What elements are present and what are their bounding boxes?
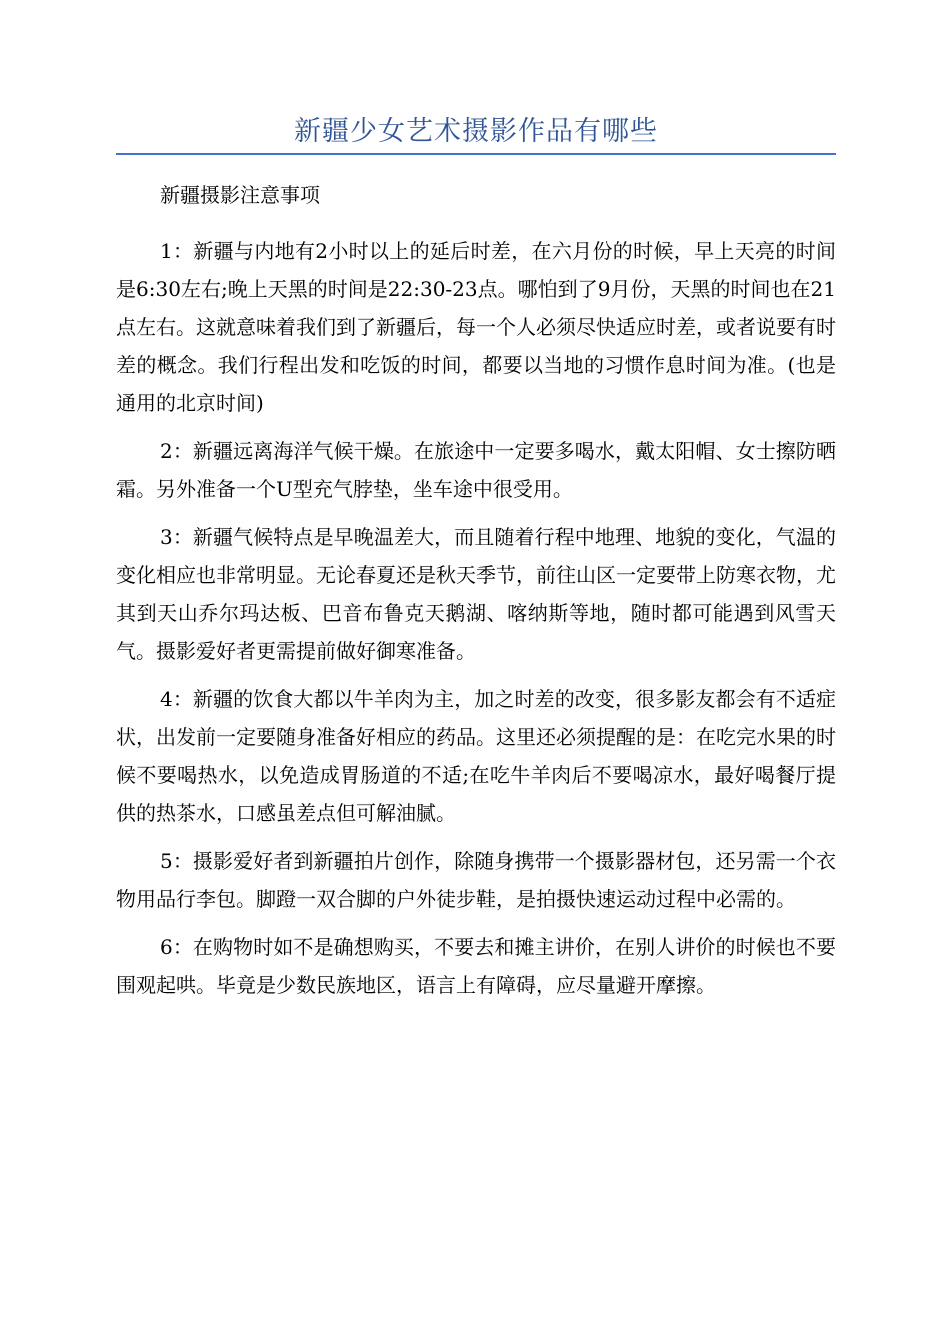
title-underline	[116, 153, 836, 155]
paragraph-3: 3：新疆气候特点是早晚温差大，而且随着行程中地理、地貌的变化，气温的变化相应也非常明显。无论春夏还是秋天季节，前往山区一定要带上防寒衣物，尤其到天山乔尔玛达板、巴音布鲁克天鹅湖、喀纳斯等地，随时都可能遇到风雪天气。摄影爱好者更需提前做好御寒准备。	[116, 525, 836, 663]
document-body	[116, 176, 836, 1014]
paragraph-5: 5：摄影爱好者到新疆拍片创作，除随身携带一个摄影器材包，还另需一个衣物用品行李包。脚蹬一双合脚的户外徒步鞋，是拍摄快速运动过程中必需的。	[116, 849, 836, 911]
document-title: 新疆少女艺术摄影作品有哪些	[294, 116, 658, 147]
paragraph-1: 1：新疆与内地有2小时以上的延后时差，在六月份的时候，早上天亮的时间是6:30左右;晚上天黑的时间是22:30-23点。哪怕到了9月份，天黑的时间也在21点左右。这就意味着我们到了新疆后，每一个人必须尽快适应时差，或者说要有时差的概念。我们行程出发和吃饭的时间，都要以当地的习惯作息时间为准。(也是通用的北京时间)	[116, 239, 836, 415]
section-heading: 新疆摄影注意事项	[160, 183, 320, 207]
paragraph-6: 6：在购物时如不是确想购买，不要去和摊主讲价，在别人讲价的时候也不要围观起哄。毕竟是少数民族地区，语言上有障碍，应尽量避开摩擦。	[116, 935, 836, 997]
paragraph-4: 4：新疆的饮食大都以牛羊肉为主，加之时差的改变，很多影友都会有不适症状，出发前一定要随身准备好相应的药品。这里还必须提醒的是：在吃完水果的时候不要喝热水，以免造成胃肠道的不适;在吃牛羊肉后不要喝凉水，最好喝餐厅提供的热茶水，口感虽差点但可解油腻。	[116, 687, 836, 825]
paragraph-2: 2：新疆远离海洋气候干燥。在旅途中一定要多喝水，戴太阳帽、女士擦防晒霜。另外准备一个U型充气脖垫，坐车途中很受用。	[116, 439, 836, 501]
